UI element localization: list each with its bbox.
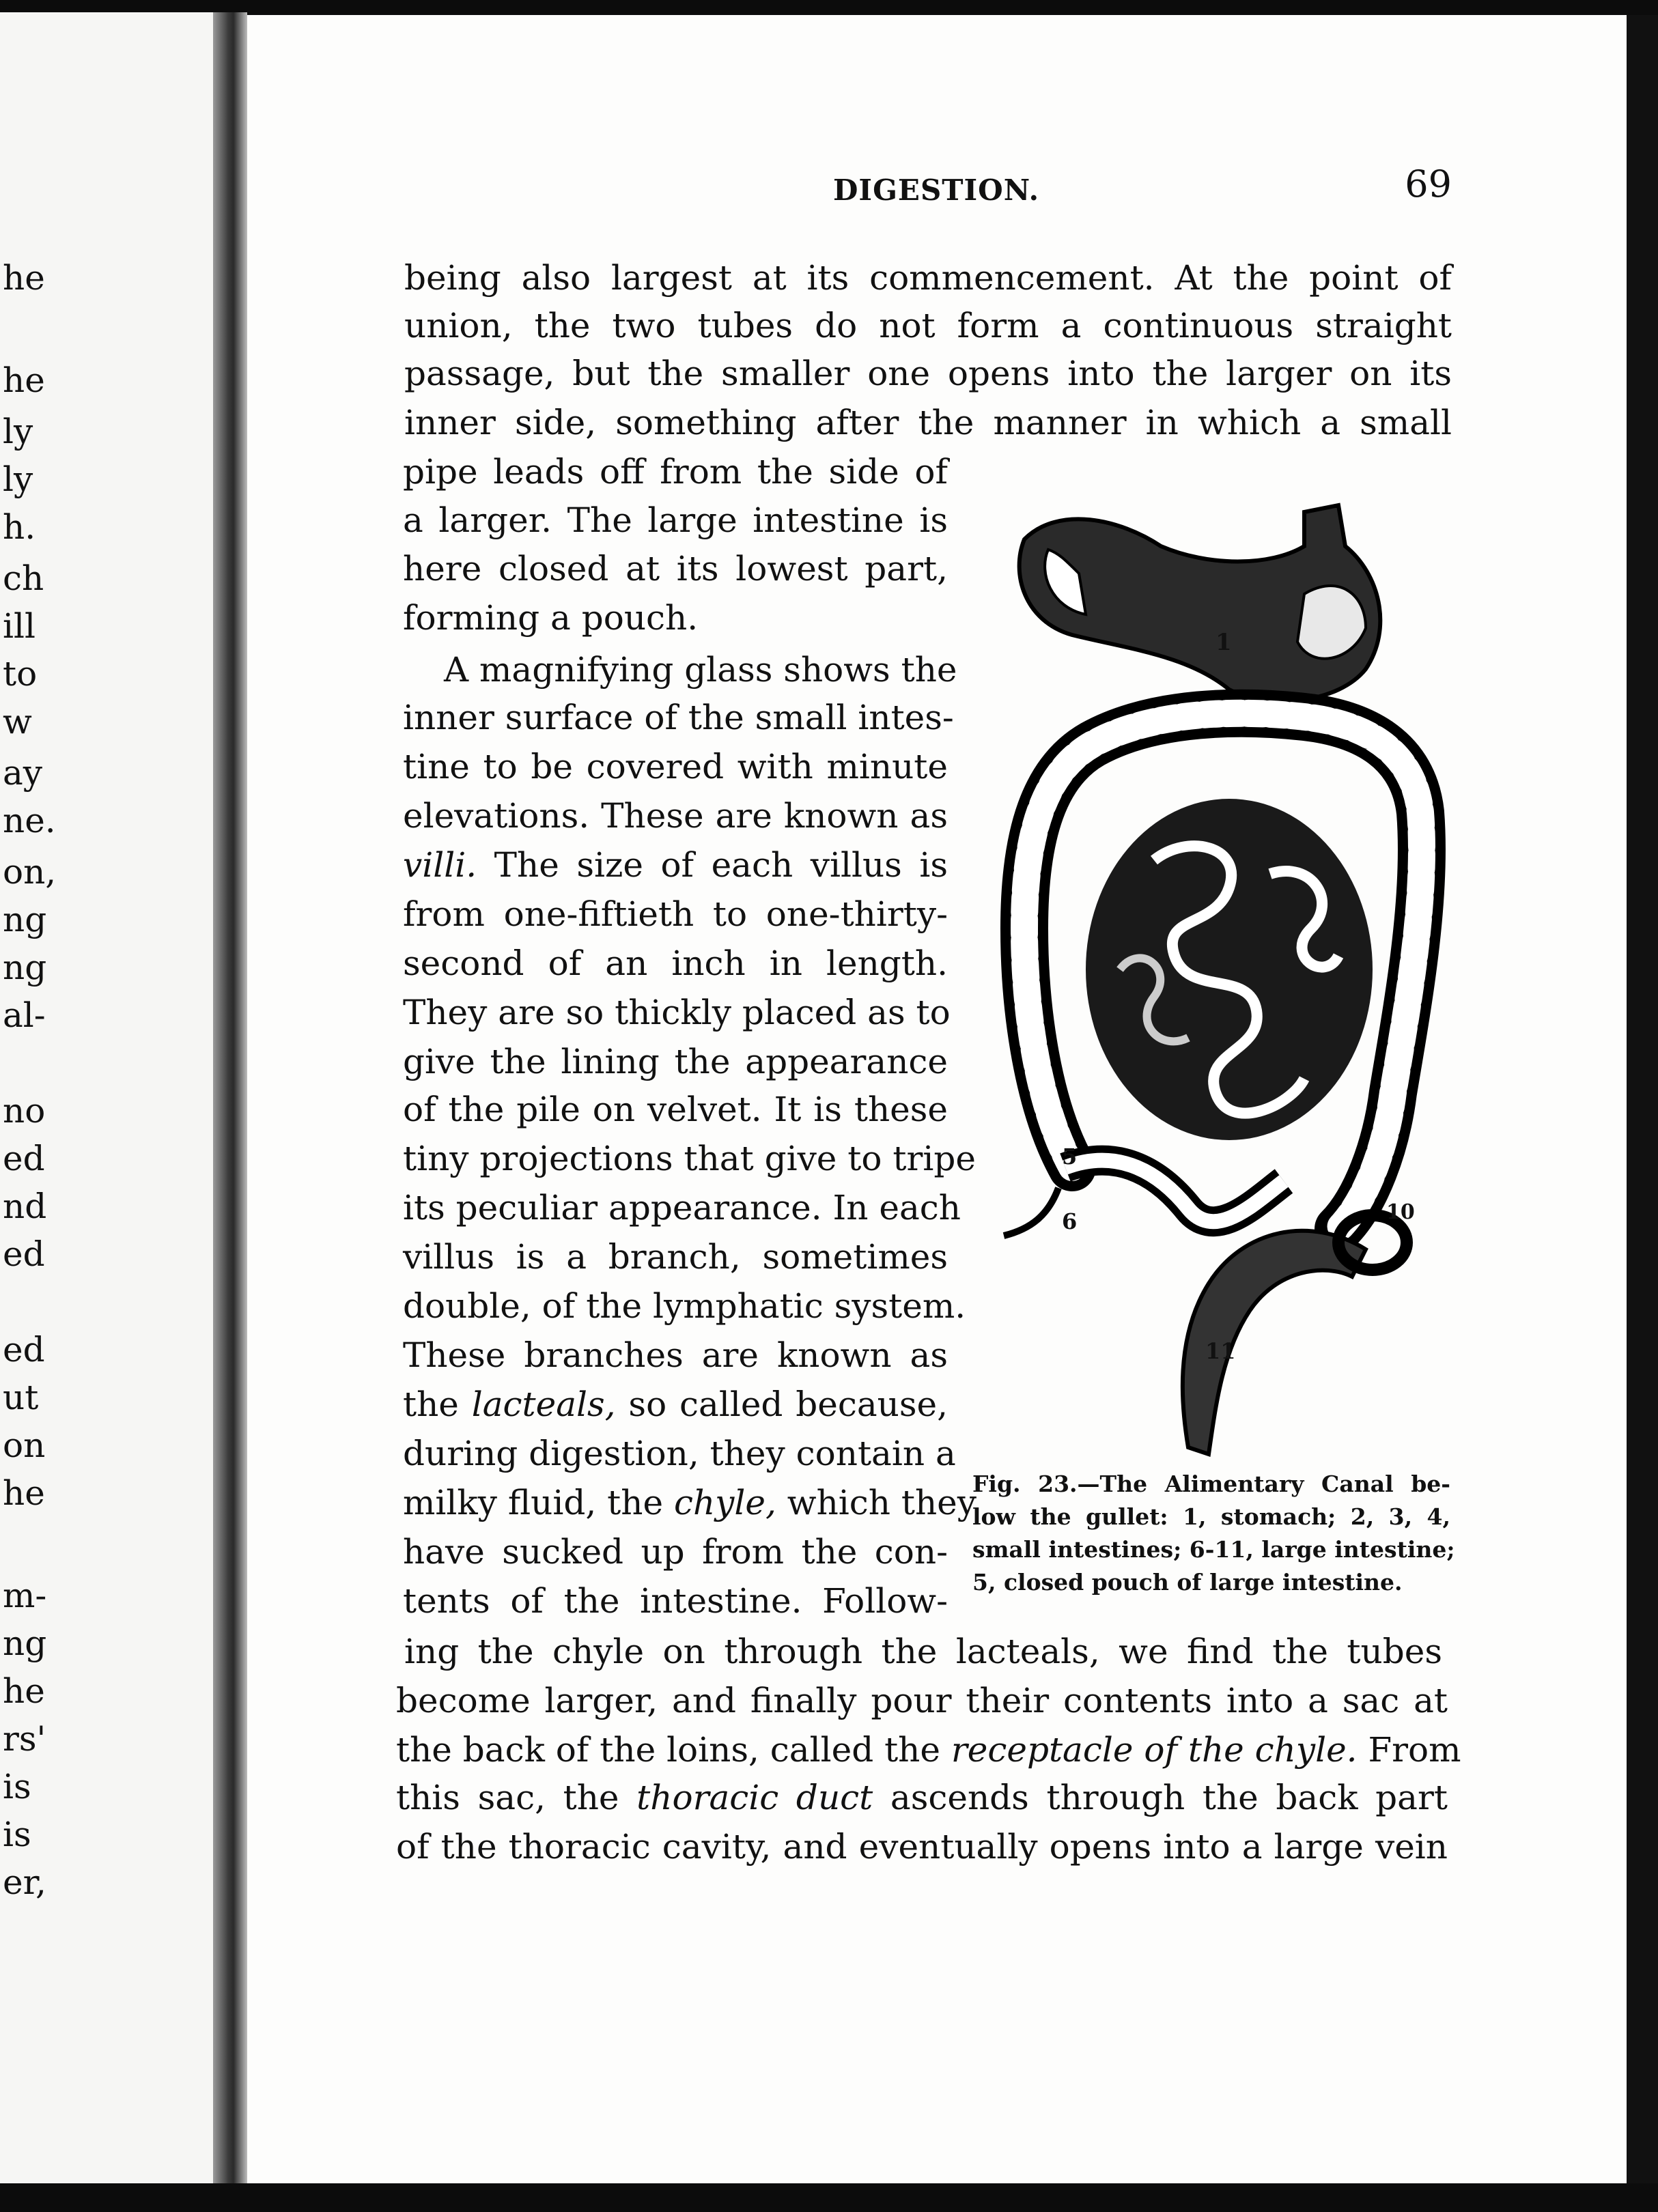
italic-term: chyle, bbox=[673, 1483, 776, 1522]
text-line: of the thoracic cavity, and eventually opens into a large vein bbox=[396, 1827, 1448, 1867]
text-span: From bbox=[1357, 1730, 1461, 1770]
text-line: These branches are known as bbox=[403, 1335, 948, 1375]
left-page-fragment: ly bbox=[3, 459, 33, 499]
left-page-fragment: to bbox=[3, 654, 38, 694]
text-line: forming a pouch. bbox=[403, 598, 699, 638]
left-page-fragment: is bbox=[3, 1767, 31, 1806]
text-line: pipe leads off from the side of bbox=[403, 452, 948, 492]
label-pouch: 5 bbox=[1062, 1144, 1078, 1169]
left-page-fragment: nd bbox=[3, 1187, 47, 1226]
left-page-fragment: er, bbox=[3, 1862, 46, 1902]
left-page-fragment: ed bbox=[3, 1234, 45, 1274]
italic-term: thoracic duct bbox=[636, 1778, 873, 1817]
text-line: second of an inch in length. bbox=[403, 944, 948, 983]
text-line: double, of the lymphatic system. bbox=[403, 1286, 966, 1326]
left-page-fragment: ay bbox=[3, 753, 43, 793]
text-span: so called because, bbox=[615, 1385, 949, 1424]
left-page-fragment: al- bbox=[3, 995, 46, 1035]
text-line: tiny projections that give to tripe bbox=[403, 1139, 976, 1178]
text-span: ascends through the back part bbox=[873, 1778, 1448, 1817]
left-page bbox=[0, 12, 215, 2183]
text-line: They are so thickly placed as to bbox=[403, 993, 951, 1032]
left-page-fragment: ed bbox=[3, 1330, 45, 1370]
italic-term: receptacle of the chyle. bbox=[951, 1730, 1358, 1770]
left-page-text-fragments bbox=[0, 12, 213, 2183]
text-span: the bbox=[403, 1385, 472, 1424]
text-span: milky fluid, the bbox=[403, 1483, 674, 1522]
text-line: have sucked up from the con- bbox=[403, 1532, 948, 1572]
left-page-fragment: h. bbox=[3, 507, 36, 547]
text-line: tents of the intestine. Follow- bbox=[403, 1581, 948, 1621]
label-stomach: 1 bbox=[1216, 629, 1232, 656]
text-line: during digestion, they contain a bbox=[403, 1434, 956, 1473]
text-line: of the pile on velvet. It is these bbox=[403, 1090, 948, 1129]
text-line bbox=[403, 1483, 977, 1522]
text-line: its peculiar appearance. In each bbox=[403, 1188, 961, 1228]
text-line bbox=[403, 1385, 948, 1424]
caption-line: 5, closed pouch of large intestine. bbox=[972, 1569, 1403, 1596]
text-line bbox=[396, 1778, 1448, 1817]
left-page-fragment: ut bbox=[3, 1378, 39, 1417]
left-page-fragment: ch bbox=[3, 558, 44, 598]
left-page-fragment: ill bbox=[3, 606, 36, 646]
text-line: here closed at its lowest part, bbox=[403, 549, 948, 589]
left-page-fragment: he bbox=[3, 360, 45, 400]
text-line: become larger, and finally pour their contents into a sac at bbox=[396, 1681, 1448, 1720]
text-line bbox=[396, 1730, 1461, 1770]
label-rectum-end: 6 bbox=[1062, 1208, 1078, 1234]
small-intestine-drawing bbox=[1065, 799, 1373, 1221]
left-page-fragment: on, bbox=[3, 852, 57, 892]
left-page-fragment: is bbox=[3, 1815, 31, 1854]
left-page-fragment: m- bbox=[3, 1576, 47, 1615]
text-line: ing the chyle on through the lacteals, we find the tubes bbox=[404, 1632, 1442, 1671]
book-gutter bbox=[213, 12, 247, 2183]
left-page-fragment: on bbox=[3, 1426, 46, 1465]
left-page-fragment: ly bbox=[3, 412, 33, 451]
text-span: The size of each villus is bbox=[477, 845, 948, 885]
figure-caption bbox=[972, 1468, 1455, 1599]
left-page-fragment: no bbox=[3, 1091, 46, 1131]
left-page-fragment: ng bbox=[3, 948, 47, 987]
text-span: this sac, the bbox=[396, 1778, 637, 1817]
page-number: 69 bbox=[1405, 162, 1452, 205]
text-line: from one-fiftieth to one-thirty- bbox=[403, 894, 948, 934]
left-page-fragment: ng bbox=[3, 900, 47, 939]
page-header bbox=[833, 162, 1452, 217]
text-span: the back of the loins, called the bbox=[396, 1730, 951, 1770]
text-line: tine to be covered with minute bbox=[403, 747, 948, 786]
text-line: passage, but the smaller one opens into the larger on its bbox=[404, 354, 1452, 393]
left-page-fragment: ng bbox=[3, 1623, 47, 1663]
left-page-fragment: w bbox=[3, 702, 32, 741]
left-page-fragment: he bbox=[3, 1473, 45, 1513]
text-line: elevations. These are known as bbox=[403, 796, 948, 836]
running-head: DIGESTION. bbox=[833, 173, 1040, 207]
italic-term: villi. bbox=[403, 845, 477, 885]
text-line: inner side, something after the manner in which a small bbox=[404, 403, 1452, 442]
text-line: a larger. The large intestine is bbox=[403, 500, 948, 540]
caption-line: low the gullet: 1, stomach; 2, 3, 4, bbox=[972, 1503, 1450, 1530]
rectum-drawing bbox=[1183, 1215, 1407, 1454]
left-page-fragment: ed bbox=[3, 1139, 45, 1178]
page-edge bbox=[1627, 15, 1658, 2183]
text-line: A magnifying glass shows the bbox=[444, 650, 957, 690]
left-page-fragment: he bbox=[3, 258, 45, 298]
left-page-fragment: he bbox=[3, 1671, 45, 1711]
alimentary-canal-illustration bbox=[983, 492, 1461, 1461]
italic-term: lacteals, bbox=[471, 1385, 616, 1424]
label-rectum: 11 bbox=[1205, 1338, 1236, 1364]
text-line bbox=[403, 845, 948, 885]
text-line: union, the two tubes do not form a continuous straight bbox=[404, 306, 1452, 345]
caption-line: Fig. 23.—The Alimentary Canal be- bbox=[972, 1471, 1450, 1497]
stomach-drawing bbox=[1020, 505, 1381, 701]
text-line: give the lining the appearance bbox=[403, 1042, 948, 1081]
alimentary-canal-figure bbox=[983, 492, 1461, 1461]
text-line: inner surface of the small intes- bbox=[403, 698, 954, 737]
left-page-fragment: ne. bbox=[3, 801, 56, 840]
left-page-fragment: rs' bbox=[3, 1719, 46, 1759]
text-span: which they bbox=[776, 1483, 977, 1522]
text-line: being also largest at its commencement. At the point of bbox=[404, 258, 1452, 298]
caption-line: small intestines; 6-11, large intestine; bbox=[972, 1536, 1455, 1563]
label-sigmoid: 10 bbox=[1386, 1200, 1415, 1224]
text-line: villus is a branch, sometimes bbox=[403, 1237, 948, 1277]
